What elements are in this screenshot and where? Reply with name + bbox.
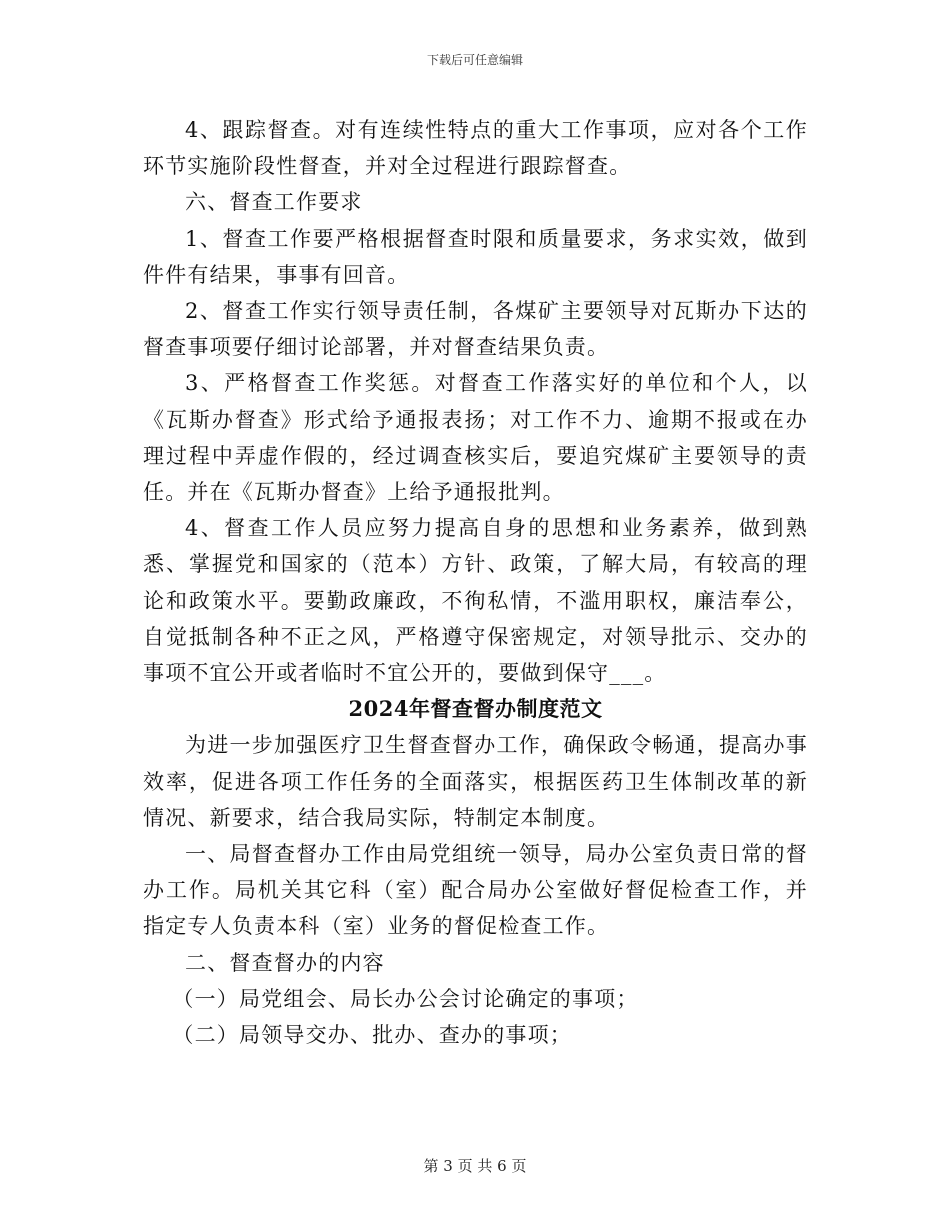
paragraph-requirement-1: 1、督查工作要严格根据督查时限和质量要求，务求实效，做到件件有结果，事事有回音。 <box>143 226 808 287</box>
document-body <box>143 112 808 1053</box>
paragraph-requirement-2: 2、督查工作实行领导责任制，各煤矿主要领导对瓦斯办下达的督查事项要仔细讨论部署，并对督查结果负责。 <box>143 299 808 360</box>
page-number: 第 3 页 共 6 页 <box>423 1157 527 1175</box>
paragraph-item-one: 一、局督查督办工作由局党组统一领导，局办公室负责日常的督办工作。局机关其它科（室）配合局办公室做好督促检查工作，并指定专人负责本科（室）业务的督促检查工作。 <box>143 842 808 939</box>
section-title: 2024年督查督办制度范文 <box>348 696 603 722</box>
paragraph-requirement-4: 4、督查工作人员应努力提高自身的思想和业务素养，做到熟悉、掌握党和国家的（范本）方针、政策，了解大局，有较高的理论和政策水平。要勤政廉政，不徇私情，不滥用职权，廉洁奉公，自觉抵制各种不正之风，严格遵守保密规定，对领导批示、交办的事项不宜公开或者临时不宜公开的，要做到保守___。 <box>143 516 808 686</box>
paragraph-intro: 为进一步加强医疗卫生督查督办工作，确保政令畅通，提高办事效率，促进各项工作任务的全面落实，根据医药卫生体制改革的新情况、新要求，结合我局实际，特制定本制度。 <box>143 733 808 830</box>
list-item-leader-assigned: （二）局领导交办、批办、查办的事项； <box>172 1023 572 1048</box>
paragraph-requirement-3: 3、严格督查工作奖惩。对督查工作落实好的单位和个人，以《瓦斯办督查》形式给予通报表扬；对工作不力、逾期不报或在办理过程中弄虚作假的，经过调查核实后，要追究煤矿主要领导的责任。并在《瓦斯办督查》上给予通报批判。 <box>143 371 808 505</box>
list-item-party-meeting: （一）局党组会、局长办公会讨论确定的事项； <box>172 986 639 1011</box>
heading-section-two: 二、督查督办的内容 <box>185 950 385 975</box>
page-header-note: 下载后可任意编辑 <box>426 53 523 67</box>
paragraph-tracking-supervision: 4、跟踪督查。对有连续性特点的重大工作事项，应对各个工作环节实施阶段性督查，并对全过程进行跟踪督查。 <box>143 118 808 179</box>
heading-section-six: 六、督查工作要求 <box>185 190 363 215</box>
